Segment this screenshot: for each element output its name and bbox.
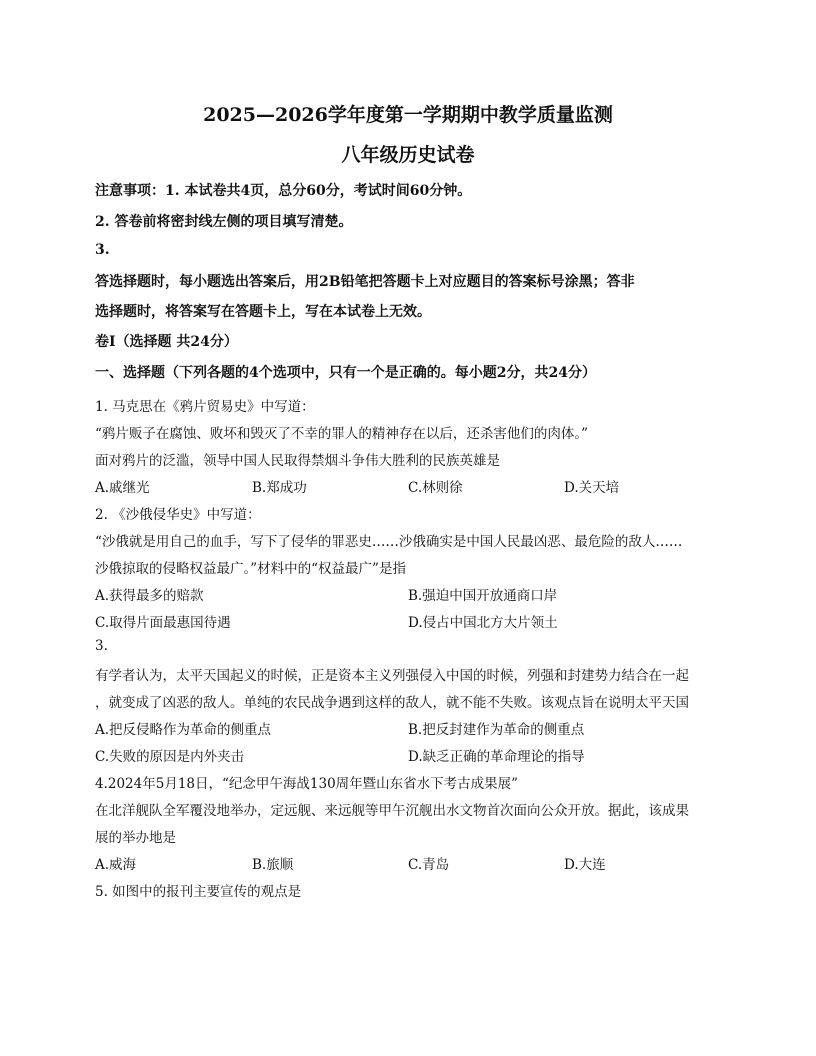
q5-stem-1: 5. 如图中的报刊主要宣传的观点是 xyxy=(95,884,302,900)
q1-option-c[interactable]: C.林则徐 xyxy=(408,480,463,496)
q1-stem-3: 面对鸦片的泛滥，领导中国人民取得禁烟斗争伟大胜利的民族英雄是 xyxy=(95,453,500,469)
q2-option-b[interactable]: B.强迫中国开放通商口岸 xyxy=(408,588,558,604)
q2-stem-1: 2. 《沙俄侵华史》中写道： xyxy=(95,507,261,523)
exam-title: 2025—2026学年度第一学期期中教学质量监测 xyxy=(203,104,613,126)
q4-option-b[interactable]: B.旅顺 xyxy=(252,857,294,873)
q4-stem-2: 在北洋舰队全军覆没地举办，定远舰、来远舰等甲午沉舰出水文物首次面向公众开放。据此，该成果 xyxy=(95,803,689,819)
q2-option-d[interactable]: D.侵占中国北方大片领土 xyxy=(408,615,558,631)
notice-line-1: 注意事项：1. 本试卷共4页，总分60分，考试时间60分钟。 xyxy=(95,183,472,199)
q3-option-c[interactable]: C.失败的原因是内外夹击 xyxy=(95,749,245,765)
q3-stem-3: ，就变成了凶恶的敌人。单纯的农民战争遇到这样的敌人，就不能不失败。该观点旨在说明太平天国 xyxy=(95,695,689,711)
q3-option-b[interactable]: B.把反封建作为革命的侧重点 xyxy=(408,722,585,738)
q2-option-a[interactable]: A.获得最多的赔款 xyxy=(95,588,204,604)
q3-option-a[interactable]: A.把反侵略作为革命的侧重点 xyxy=(95,722,272,738)
q4-stem-3: 展的举办地是 xyxy=(95,830,176,846)
exam-subtitle: 八年级历史试卷 xyxy=(341,144,475,166)
q4-stem-1: 4.2024年5月18日，“纪念甲午海战130周年暨山东省水下考古成果展” xyxy=(95,776,519,792)
notice-line-4: 答选择题时，每小题选出答案后，用2B铅笔把答题卡上对应题目的答案标号涂黑；答非 xyxy=(95,274,635,290)
notice-line-2: 2. 答卷前将密封线左侧的项目填写清楚。 xyxy=(95,214,353,230)
q3-stem-2: 有学者认为，太平天国起义的时候，正是资本主义列强侵入中国的时候，列强和封建势力结合在一起 xyxy=(95,668,689,684)
q1-option-b[interactable]: B.郑成功 xyxy=(252,480,307,496)
q4-option-d[interactable]: D.大连 xyxy=(564,857,606,873)
q3-option-d[interactable]: D.缺乏正确的革命理论的指导 xyxy=(408,749,585,765)
q2-stem-3: 沙俄掠取的侵略权益最广。”材料中的“权益最广”是指 xyxy=(95,561,406,577)
q2-option-c[interactable]: C.取得片面最惠国待遇 xyxy=(95,615,231,631)
volume-heading: 卷Ⅰ（选择题 共24分） xyxy=(95,334,238,350)
q1-stem-1: 1. 马克思在《鸦片贸易史》中写道： xyxy=(95,399,315,415)
section-heading: 一、选择题（下列各题的4个选项中，只有一个是正确的。每小题2分，共24分） xyxy=(95,365,596,381)
q1-option-a[interactable]: A.戚继光 xyxy=(95,480,150,496)
notice-line-3: 3. xyxy=(95,242,110,258)
q4-option-a[interactable]: A.威海 xyxy=(95,857,137,873)
q3-stem-1: 3. xyxy=(95,638,108,654)
q1-option-d[interactable]: D.关天培 xyxy=(564,480,620,496)
q1-stem-2: “鸦片贩子在腐蚀、败坏和毁灭了不幸的罪人的精神存在以后，还杀害他们的肉体。” xyxy=(95,426,589,442)
q4-option-c[interactable]: C.青岛 xyxy=(408,857,450,873)
q2-stem-2: “沙俄就是用自己的血手，写下了侵华的罪恶史……沙俄确实是中国人民最凶恶、最危险的敌人…… xyxy=(95,534,683,550)
notice-line-5: 选择题时，将答案写在答题卡上，写在本试卷上无效。 xyxy=(95,304,431,320)
